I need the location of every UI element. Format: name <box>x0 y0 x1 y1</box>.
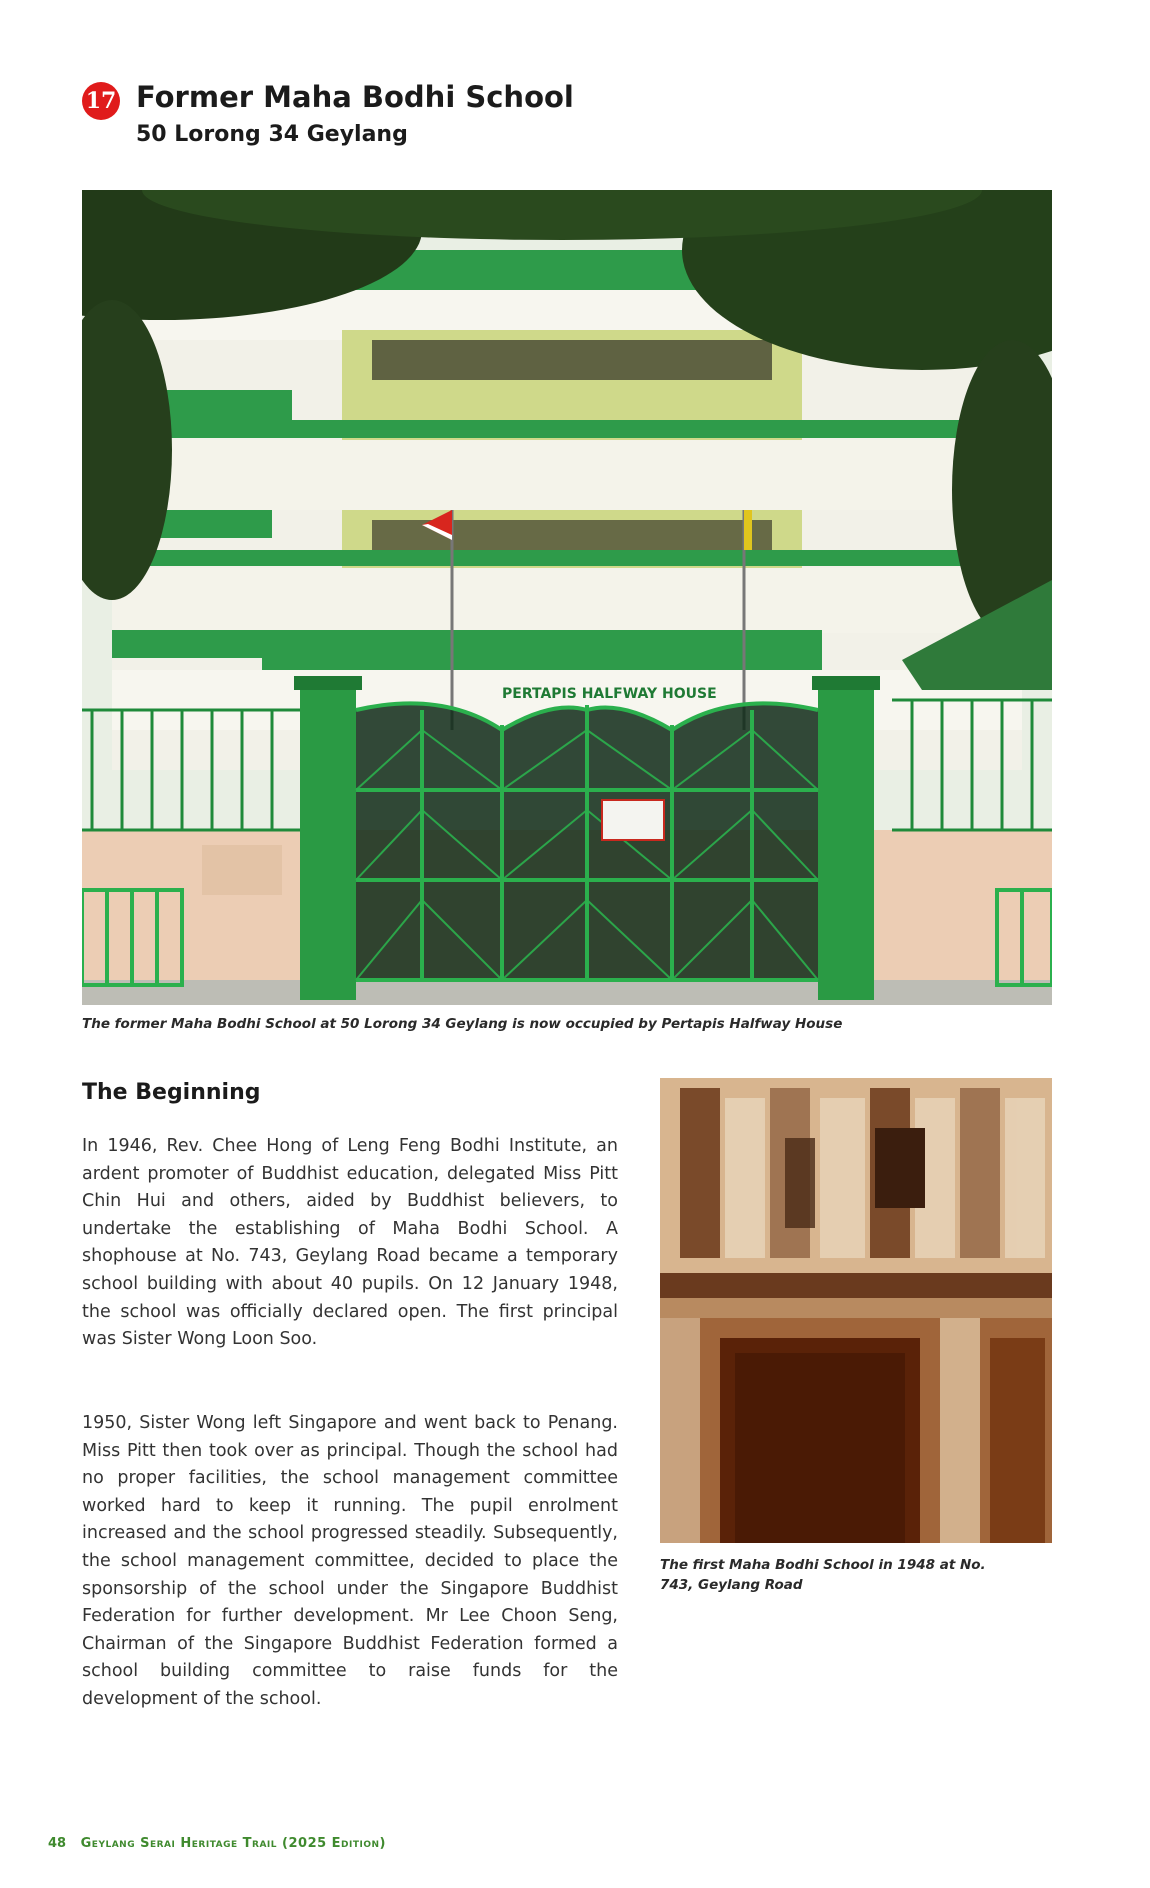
shophouse-illustration <box>660 1078 1052 1543</box>
side-photo-caption: The first Maha Bodhi School in 1948 at No. 743, Geylang Road <box>660 1557 986 1593</box>
page-footer <box>48 1836 386 1851</box>
school-building-illustration <box>82 190 1052 1005</box>
body-paragraph-2: 1950, Sister Wong left Singapore and went back to Penang. Miss Pitt then took over as principal. Though the school had no proper facilities, the school management committee worked hard to keep it running. The pupil enrolment increased and the school progressed steadily. Subsequently, the school management committee, decided to place the sponsorship of the school under the Singapore Buddhist Federation for further development. Mr Lee Choon Seng, Chairman of the Singapore Buddhist Federation formed a school building committee to raise funds for the development of the school. <box>82 1413 618 1709</box>
site-number-badge: 17 <box>82 82 120 120</box>
body-paragraph-1: In 1946, Rev. Chee Hong of Leng Feng Bodhi Institute, an ardent promoter of Buddhist education, delegated Miss Pitt Chin Hui and others, aided by Buddhist believers, to undertake the establishing of Maha Bodhi School. A shophouse at No. 743, Geylang Road became a temporary school building with about 40 pupils. On 12 January 1948, the school was officially declared open. The first principal was Sister Wong Loon Soo. <box>82 1136 618 1350</box>
page-title: Former Maha Bodhi School <box>136 80 574 114</box>
halfway-house-sign: PERTAPIS HALFWAY HOUSE <box>502 686 717 702</box>
publication-title: Geylang Serai Heritage Trail (2025 Edition) <box>80 1836 386 1851</box>
site-address: 50 Lorong 34 Geylang <box>136 122 408 147</box>
green-gate <box>356 703 818 980</box>
page-number: 48 <box>48 1836 67 1851</box>
section-heading: The Beginning <box>82 1080 261 1105</box>
main-photo-school-gate <box>82 190 1052 1005</box>
main-photo-caption: The former Maha Bodhi School at 50 Lorong 34 Geylang is now occupied by Pertapis Halfway House <box>82 1016 843 1032</box>
side-photo-first-school <box>660 1078 1052 1543</box>
